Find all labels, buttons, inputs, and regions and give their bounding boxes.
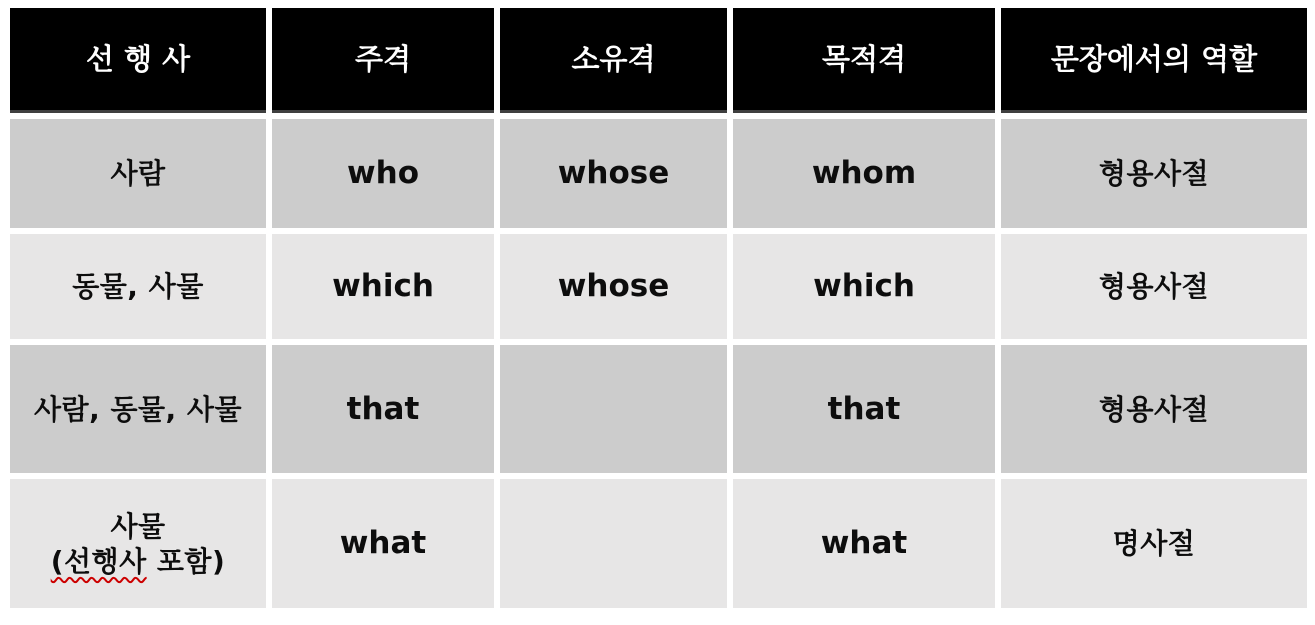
cell-row1-role: 형용사절 [1001, 119, 1307, 228]
cell-row1-subjective: who [272, 119, 494, 228]
cell-row3-possessive [500, 345, 727, 473]
cell-row4-role: 명사절 [1001, 479, 1307, 608]
cell-row4-possessive [500, 479, 727, 608]
antecedent-line2 [51, 544, 226, 579]
header-cell-objective: 목적격 [733, 8, 995, 113]
cell-row3-objective: that [733, 345, 995, 473]
antecedent-line2-rest: 포함) [146, 544, 226, 578]
spellcheck-squiggle-text: (선행사 [50, 544, 147, 578]
grammar-table [10, 8, 1307, 608]
header-cell-antecedent: 선 행 사 [10, 8, 266, 113]
cell-row2-antecedent: 동물, 사물 [10, 234, 266, 339]
antecedent-line1: 사물 [110, 509, 166, 543]
cell-row4-subjective: what [272, 479, 494, 608]
header-cell-subjective: 주격 [272, 8, 494, 113]
cell-row3-subjective: that [272, 345, 494, 473]
cell-row2-objective: which [733, 234, 995, 339]
cell-row1-objective: whom [733, 119, 995, 228]
cell-row4-objective: what [733, 479, 995, 608]
cell-row3-antecedent: 사람, 동물, 사물 [10, 345, 266, 473]
cell-row2-role: 형용사절 [1001, 234, 1307, 339]
cell-row4-antecedent [10, 479, 266, 608]
cell-row2-subjective: which [272, 234, 494, 339]
cell-row1-possessive: whose [500, 119, 727, 228]
header-cell-role: 문장에서의 역할 [1001, 8, 1307, 113]
header-cell-possessive: 소유격 [500, 8, 727, 113]
cell-row2-possessive: whose [500, 234, 727, 339]
cell-row1-antecedent: 사람 [10, 119, 266, 228]
cell-row3-role: 형용사절 [1001, 345, 1307, 473]
